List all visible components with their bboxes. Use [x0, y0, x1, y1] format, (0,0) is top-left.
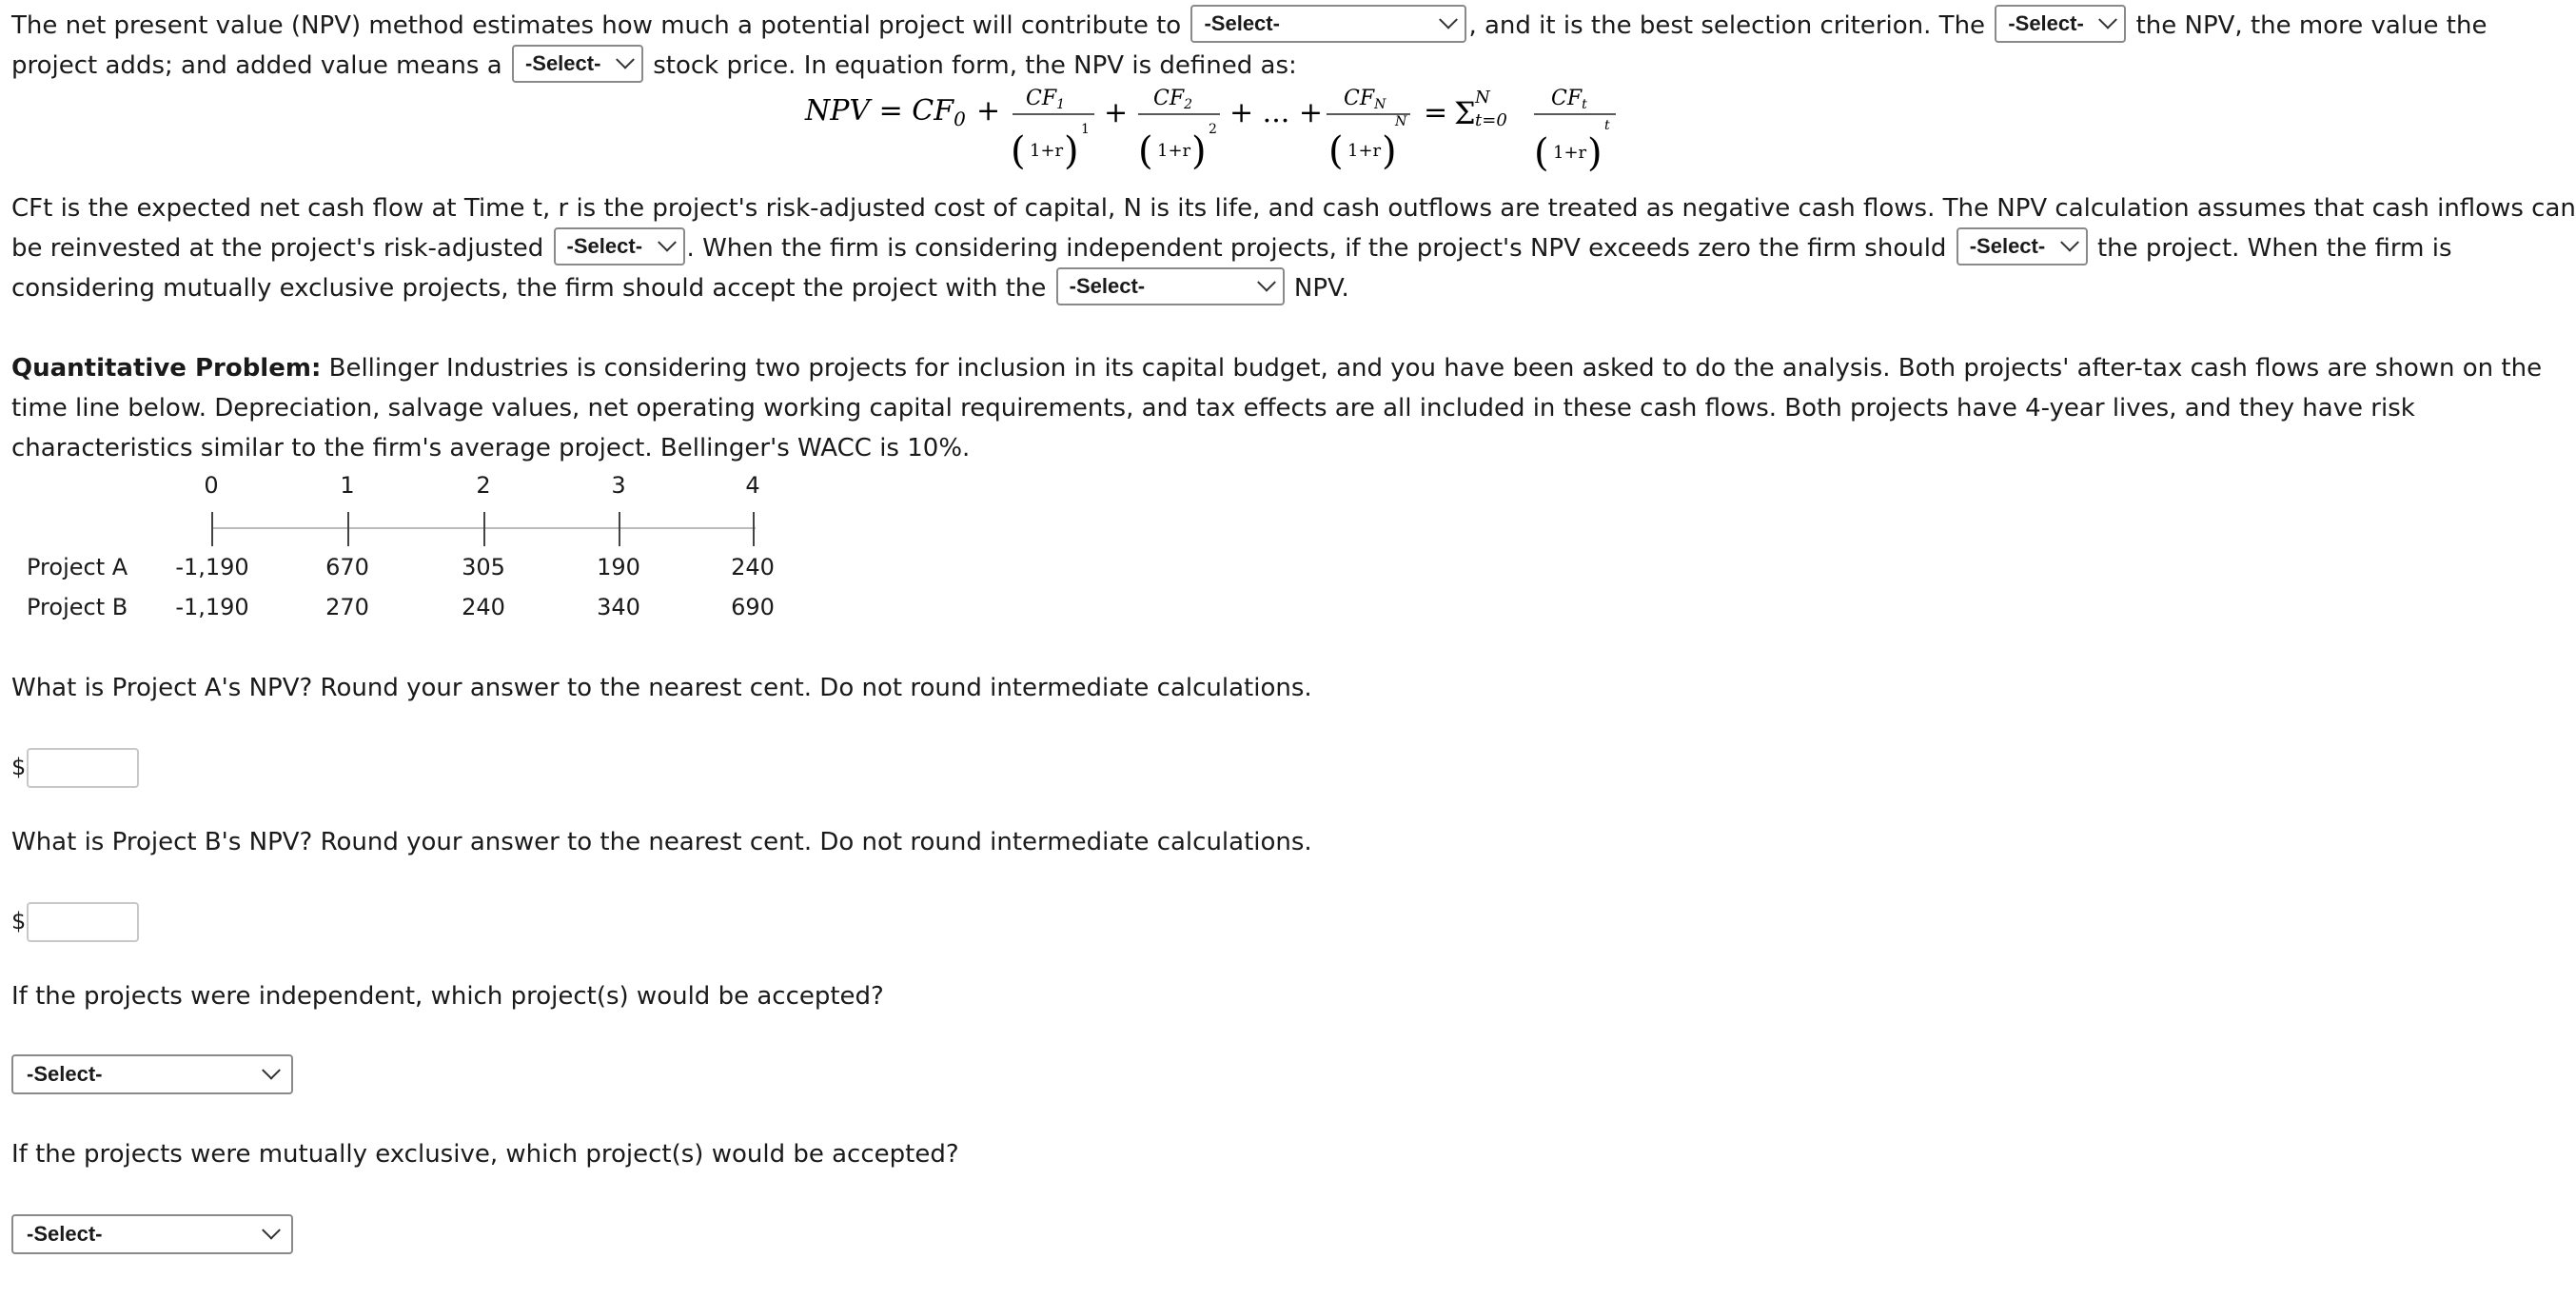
- formula-cf2: CF2: [1153, 87, 1193, 112]
- select-value: -Select-: [1204, 10, 1280, 35]
- year-label: 4: [745, 472, 760, 499]
- project-a-label: Project A: [27, 554, 128, 580]
- formula-den-1: 1+r: [1030, 141, 1064, 161]
- project-b-npv-input[interactable]: [27, 902, 139, 942]
- question-project-a-npv: What is Project A's NPV? Round your answer to the nearest cent. Do not round intermediate calculations.: [11, 674, 1312, 702]
- project-a-npv-input[interactable]: [27, 748, 139, 788]
- para2-text-6: NPV.: [1293, 274, 1349, 303]
- para2-text-1: CFt is the expected net cash flow at Time t, r is the project's risk-adjusted cost of capital, N is its life, and cash outflows are treated as negative cash flows. The NPV calculation assumes that cash inflows can: [11, 194, 2576, 223]
- project-a-cf3: 190: [597, 554, 640, 580]
- quant-text-1: Bellinger Industries is considering two projects for inclusion in its capital budget, and you have been asked to do the analysis. Both projects' after-tax cash flows are shown on the: [321, 354, 2543, 383]
- project-b-cf4: 690: [731, 594, 775, 620]
- intro-text-3: the NPV, the more value the: [2135, 11, 2488, 40]
- select-value: -Select-: [27, 1222, 103, 1246]
- para2-text-5: considering mutually exclusive projects, the firm should accept the project with the: [11, 274, 1047, 303]
- formula-lhs: NPV = $CF_0$: [805, 94, 966, 130]
- formula-sigma-top: N: [1475, 88, 1490, 108]
- chevron-down-icon: [2098, 10, 2117, 29]
- svg-text:(: (: [1328, 129, 1344, 173]
- svg-text:(: (: [1534, 131, 1549, 175]
- svg-text:(: (: [1138, 129, 1153, 173]
- project-b-cf3: 340: [597, 594, 640, 620]
- formula-den-n: 1+r: [1347, 141, 1382, 161]
- independent-projects-select[interactable]: [11, 1054, 293, 1094]
- quant-label: Quantitative Problem:: [11, 354, 322, 383]
- year-label: 0: [204, 472, 219, 499]
- chevron-down-icon: [2060, 232, 2079, 251]
- para2-line-3: [11, 268, 1349, 308]
- select-value: -Select-: [524, 50, 601, 75]
- timeline-tick: [753, 512, 755, 546]
- npv-formula: [805, 76, 1623, 181]
- intro-text-1: The net present value (NPV) method estimates how much a potential project will contribute to: [11, 11, 1182, 40]
- svg-text:): ): [1191, 129, 1207, 173]
- formula-cfn: CFN: [1344, 87, 1386, 112]
- timeline-tick: [211, 512, 213, 546]
- currency-symbol: $: [11, 754, 27, 780]
- select-reinvest-rate[interactable]: [554, 227, 685, 266]
- intro-line-1: [11, 6, 2487, 46]
- project-b-cf0: -1,190: [175, 594, 249, 620]
- year-label: 1: [340, 472, 355, 499]
- project-a-cf4: 240: [731, 554, 775, 580]
- chevron-down-icon: [1440, 10, 1459, 29]
- svg-text:): ): [1382, 129, 1397, 173]
- formula-sigma-bottom: t=0: [1475, 110, 1507, 130]
- formula-eq: =: [1424, 96, 1448, 129]
- formula-dots: + ... +: [1229, 96, 1323, 129]
- select-contribute[interactable]: [1190, 5, 1466, 43]
- formula-cft: CFt: [1551, 87, 1587, 112]
- mutually-exclusive-select[interactable]: [11, 1214, 293, 1254]
- para2-text-3: . When the firm is considering independent projects, if the project's NPV exceeds zero the firm should: [686, 234, 1947, 263]
- select-accept-reject[interactable]: [1957, 227, 2088, 266]
- chevron-down-icon: [262, 1061, 281, 1080]
- year-label: 2: [476, 472, 491, 499]
- question-independent: If the projects were independent, which project(s) would be accepted?: [11, 982, 884, 1011]
- project-a-cf1: 670: [325, 554, 369, 580]
- chevron-down-icon: [262, 1221, 281, 1240]
- svg-text:): ): [1064, 129, 1079, 173]
- formula-exp-2: 2: [1209, 122, 1217, 137]
- para2-text-4: the project. When the firm is: [2096, 234, 2452, 263]
- select-value: -Select-: [566, 233, 643, 258]
- year-label: 3: [611, 472, 626, 499]
- timeline-tick: [483, 512, 485, 546]
- intro-text-4: project adds; and added value means a: [11, 51, 502, 80]
- quant-text-2: time line below. Depreciation, salvage values, net operating working capital requirements, and tax effects are all included in these cash flows. Both projects have 4-year lives, and they have risk: [11, 394, 2415, 423]
- project-b-cf1: 270: [325, 594, 369, 620]
- formula-cf1: CF1: [1026, 87, 1066, 112]
- formula-plus-2: +: [1104, 96, 1129, 129]
- question-mutually-exclusive: If the projects were mutually exclusive, which project(s) would be accepted?: [11, 1140, 959, 1169]
- formula-sigma: Σ: [1454, 95, 1476, 131]
- intro-text-2: , and it is the best selection criterion. The: [1468, 11, 1986, 40]
- currency-symbol: $: [11, 908, 27, 934]
- quant-line-2: [11, 388, 2415, 428]
- chevron-down-icon: [616, 49, 635, 69]
- para2-text-2: be reinvested at the project's risk-adjusted: [11, 234, 544, 263]
- select-stock-price[interactable]: [512, 45, 643, 83]
- quant-line-1: [11, 348, 2542, 388]
- formula-exp-n: N: [1395, 114, 1407, 129]
- formula-plus: +: [976, 94, 1001, 128]
- select-value: -Select-: [1969, 233, 2046, 258]
- project-a-cf2: 305: [462, 554, 505, 580]
- svg-text:(: (: [1011, 129, 1026, 173]
- timeline-tick: [347, 512, 349, 546]
- para2-line-2: [11, 228, 2452, 268]
- formula-exp-t: t: [1604, 118, 1610, 133]
- project-a-cf0: -1,190: [175, 554, 249, 580]
- select-value: -Select-: [2008, 10, 2084, 35]
- formula-den-t: 1+r: [1553, 143, 1587, 163]
- select-value: -Select-: [1069, 273, 1146, 298]
- formula-den-2: 1+r: [1157, 141, 1191, 161]
- chevron-down-icon: [1257, 272, 1276, 291]
- project-b-label: Project B: [27, 594, 128, 620]
- intro-text-5: stock price. In equation form, the NPV is defined as:: [653, 51, 1297, 80]
- quant-text-3: characteristics similar to the firm's average project. Bellinger's WACC is 10%.: [11, 434, 971, 462]
- svg-text:): ): [1587, 131, 1603, 175]
- formula-exp-1: 1: [1081, 122, 1090, 137]
- quant-line-3: [11, 428, 970, 468]
- select-npv-size[interactable]: [1995, 5, 2126, 43]
- project-b-cf2: 240: [462, 594, 505, 620]
- select-npv-rank[interactable]: [1056, 267, 1285, 305]
- chevron-down-icon: [658, 232, 677, 251]
- para2-line-1: [11, 188, 2576, 228]
- select-value: -Select-: [27, 1062, 103, 1086]
- timeline-tick: [619, 512, 620, 546]
- question-project-b-npv: What is Project B's NPV? Round your answer to the nearest cent. Do not round intermediate calculations.: [11, 828, 1312, 856]
